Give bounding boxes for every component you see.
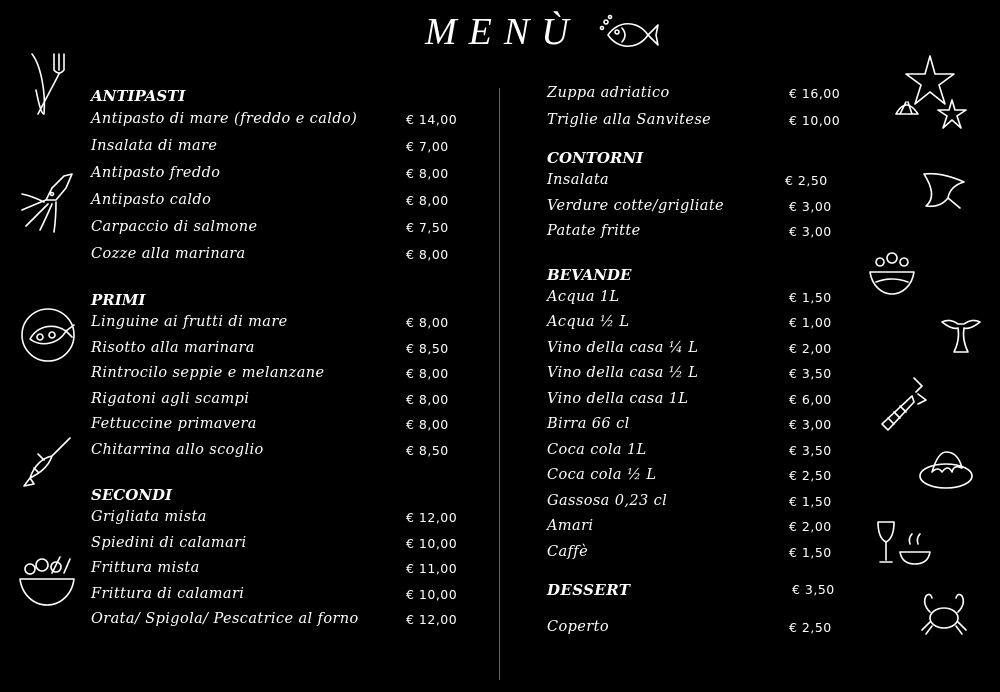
menu-item: Acqua ½ L € 1,00 [547, 314, 832, 330]
menu-item: Rigatoni agli scampi € 8,00 [91, 390, 449, 407]
menu-item: Vino della casa ½ L € 3,50 [547, 365, 832, 381]
menu-item: Linguine ai frutti di mare € 8,00 [91, 314, 449, 330]
menu-item: Insalata di mare € 7,00 [91, 138, 449, 154]
menu-item: Frittura di calamari € 10,00 [91, 585, 458, 602]
menu-item-dessert: DESSERT € 3,50 [547, 581, 835, 599]
menu-item: Patate fritte € 3,00 [547, 223, 832, 239]
section-title-antipasti: ANTIPASTI [91, 87, 186, 105]
menu-item: Birra 66 cl € 3,00 [547, 416, 832, 432]
seafood-bowl-icon [866, 246, 918, 298]
menu-item: Risotto alla marinara € 8,50 [91, 339, 449, 356]
menu-item: Rintrocilo seppie e melanzane € 8,00 [91, 365, 449, 381]
stingray-icon [918, 168, 970, 212]
salad-bowl-icon [16, 553, 78, 609]
crab-icon [918, 590, 970, 636]
section-title-primi: PRIMI [91, 291, 146, 309]
menu-item: Cozze alla marinara € 8,00 [91, 246, 449, 262]
section-title-bevande: BEVANDE [547, 265, 632, 284]
column-divider [499, 88, 500, 680]
menu-item: Verdure cotte/grigliate € 3,00 [547, 197, 832, 214]
menu-item: Caffè € 1,50 [547, 543, 832, 560]
menu-item: Gassosa 0,23 cl € 1,50 [547, 492, 832, 509]
swordfish-icon [22, 436, 72, 490]
menu-item: Frittura mista € 11,00 [91, 560, 458, 576]
starfish-icon [890, 52, 974, 144]
menu-item: Amari € 2,00 [547, 518, 832, 534]
menu-item: Acqua 1L € 1,50 [547, 288, 832, 305]
section-title-secondi: SECONDI [91, 486, 173, 504]
menu-item: Triglie alla Sanvitese € 10,00 [547, 112, 841, 128]
menu-item: Antipasto di mare (freddo e caldo) € 14,00 [91, 111, 458, 127]
menu-column-left [91, 86, 471, 633]
menu-column-right [547, 80, 847, 641]
section-title-contorni: CONTORNI [547, 149, 644, 167]
cutlery-icon [24, 50, 72, 120]
menu-item: Insalata € 2,50 [547, 172, 828, 188]
squid-icon [16, 170, 78, 234]
menu-item: Grigliata mista € 12,00 [91, 509, 458, 525]
whale-tail-icon [938, 316, 984, 356]
menu-item: Fettuccine primavera € 8,00 [91, 416, 449, 432]
octopus-plate-icon [918, 442, 974, 492]
menu-item: Coca cola 1L € 3,50 [547, 441, 832, 458]
menu-item-coperto: Coperto € 2,50 [547, 619, 832, 635]
menu-item: Zuppa adriatico € 16,00 [547, 85, 841, 101]
menu-item: Chitarrina allo scoglio € 8,50 [91, 441, 449, 458]
menu-item: Orata/ Spigola/ Pescatrice al forno € 12,00 [91, 611, 458, 627]
menu-item: Antipasto caldo € 8,00 [91, 192, 449, 208]
menu-item: Vino della casa ¼ L € 2,00 [547, 339, 832, 356]
menu-item: Vino della casa 1L € 6,00 [547, 390, 832, 407]
menu-item: Spiedini di calamari € 10,00 [91, 534, 458, 551]
fish-icon [598, 14, 660, 56]
lobster-icon [874, 374, 930, 434]
fish-plate-icon [18, 305, 78, 365]
wine-dish-icon [874, 518, 934, 570]
menu-item: Carpaccio di salmone € 7,50 [91, 219, 449, 235]
menu-item: Antipasto freddo € 8,00 [91, 165, 449, 181]
section-title-dessert: DESSERT [547, 581, 631, 599]
menu-item: Coca cola ½ L € 2,50 [547, 467, 832, 483]
page-title: MENÙ [425, 11, 581, 53]
